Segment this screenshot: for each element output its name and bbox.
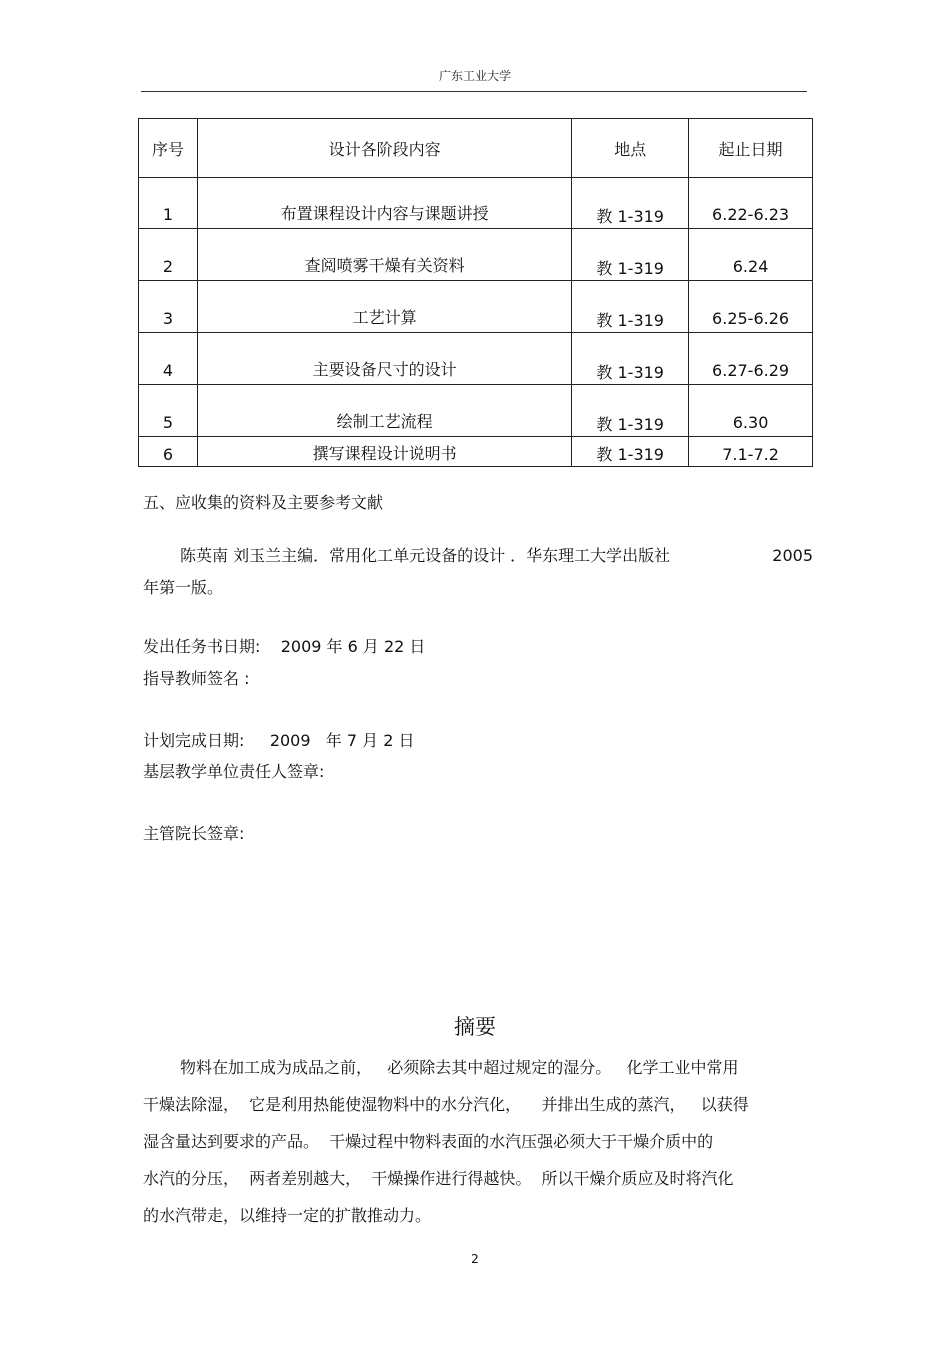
cell-date: 6.22-6.23 [689, 178, 813, 229]
cell-content: 绘制工艺流程 [197, 385, 571, 437]
page-number: 2 [471, 1252, 479, 1266]
abstract-body [143, 1051, 808, 1236]
cell-date: 7.1-7.2 [689, 437, 813, 467]
header-place: 地点 [572, 119, 689, 178]
cell-content: 查阅喷雾干燥有关资料 [197, 229, 571, 281]
abstract-line: 的水汽带走，以维持一定的扩散推动力。 [143, 1206, 432, 1225]
section-heading: 五、应收集的资料及主要参考文献 [143, 493, 384, 512]
cell-date: 6.24 [689, 229, 813, 281]
cell-content: 主要设备尺寸的设计 [197, 333, 571, 385]
advisor-signature: 指导教师签名 : [143, 669, 250, 688]
schedule-table [138, 118, 813, 467]
issue-date: 发出任务书日期: 2009 年 6 月 22 日 [143, 637, 426, 656]
reference-year: 2005 [772, 546, 813, 565]
header-title: 广东工业大学 [438, 69, 511, 83]
table-row [139, 229, 813, 281]
table-row [139, 178, 813, 229]
header-content: 设计各阶段内容 [197, 119, 571, 178]
cell-no: 3 [139, 281, 198, 333]
plan-completion-date: 计划完成日期: 2009 年 7 月 2 日 [143, 731, 415, 750]
header-no: 序号 [139, 119, 198, 178]
cell-place: 教 1-319 [572, 437, 689, 467]
cell-no: 2 [139, 229, 198, 281]
unit-signature: 基层教学单位责任人签章: [143, 762, 325, 781]
abstract-line: 干燥法除湿， 它是利用热能使湿物料中的水分汽化， 并排出生成的蒸汽， 以获得 [143, 1095, 749, 1114]
cell-content: 撰写课程设计说明书 [197, 437, 571, 467]
abstract-title: 摘要 [454, 1015, 496, 1039]
cell-no: 6 [139, 437, 198, 467]
cell-place: 教 1-319 [572, 178, 689, 229]
abstract-line: 湿含量达到要求的产品。 干燥过程中物料表面的水汽压强必须大于干燥介质中的 [143, 1132, 714, 1151]
header-date: 起止日期 [689, 119, 813, 178]
abstract-line: 物料在加工成为成品之前， 必须除去其中超过规定的湿分。 化学工业中常用 [180, 1058, 739, 1077]
table-row [139, 333, 813, 385]
reference-entry [143, 540, 813, 604]
cell-no: 1 [139, 178, 198, 229]
reference-text: 陈英南 刘玉兰主编．常用化工单元设备的设计 ．华东理工大学出版社 [180, 546, 671, 565]
cell-place: 教 1-319 [572, 229, 689, 281]
cell-date: 6.25-6.26 [689, 281, 813, 333]
table-header-row [139, 119, 813, 178]
cell-place: 教 1-319 [572, 281, 689, 333]
table-row [139, 281, 813, 333]
cell-content: 布置课程设计内容与课题讲授 [197, 178, 571, 229]
cell-no: 4 [139, 333, 198, 385]
cell-place: 教 1-319 [572, 385, 689, 437]
cell-place: 教 1-319 [572, 333, 689, 385]
cell-date: 6.30 [689, 385, 813, 437]
reference-text-cont: 年第一版。 [143, 578, 224, 597]
header-divider [141, 91, 807, 92]
cell-date: 6.27-6.29 [689, 333, 813, 385]
cell-no: 5 [139, 385, 198, 437]
abstract-line: 水汽的分压， 两者差别越大， 干燥操作进行得越快。 所以干燥介质应及时将汽化 [143, 1169, 734, 1188]
table-row [139, 385, 813, 437]
dean-signature: 主管院长签章: [143, 824, 245, 843]
table-row [139, 437, 813, 467]
cell-content: 工艺计算 [197, 281, 571, 333]
